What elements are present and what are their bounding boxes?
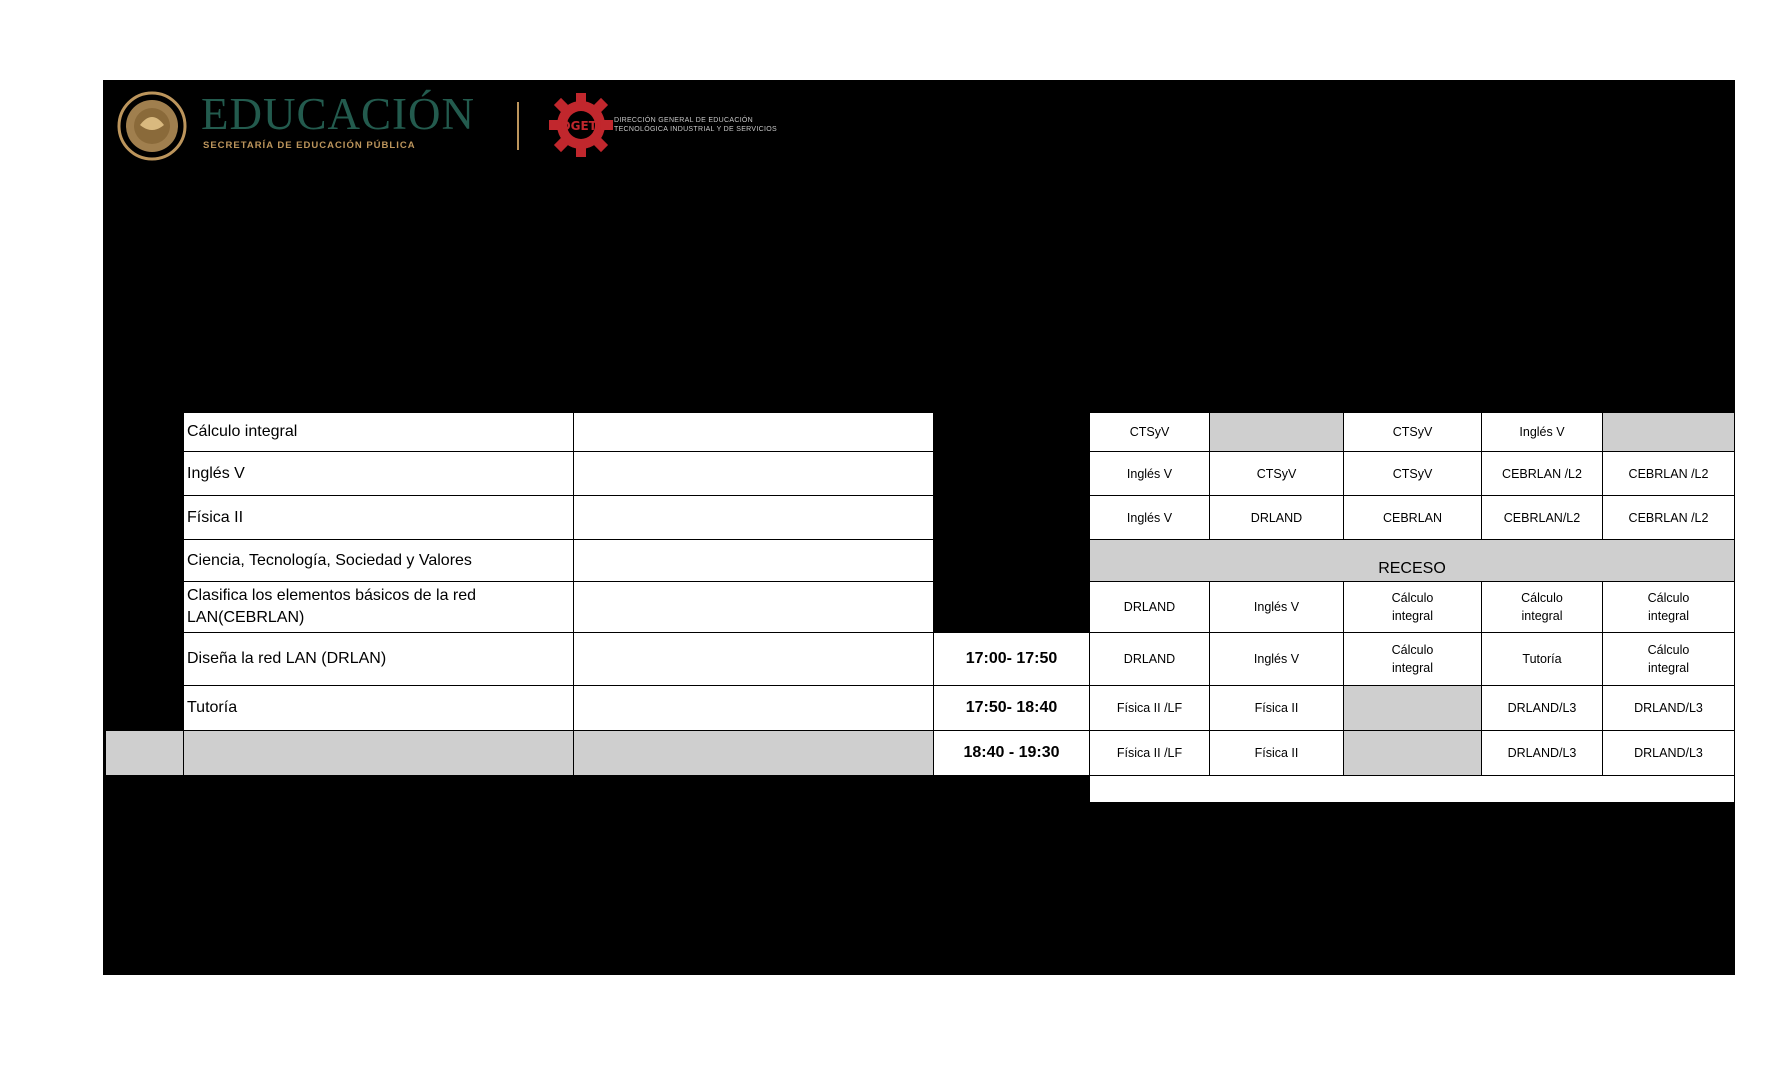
empty-grey-cell	[183, 730, 574, 776]
schedule-cell	[1343, 730, 1482, 776]
time-slot-cell: 18:40 - 19:30	[933, 730, 1090, 776]
schedule-cell: CEBRLAN /L2	[1602, 495, 1735, 540]
schedule-cell: Cálculo integral	[1602, 581, 1735, 633]
header-logos	[103, 80, 903, 170]
dgeti-text	[614, 116, 777, 134]
time-slot-cell: 17:00- 17:50	[933, 632, 1090, 686]
header-divider	[517, 102, 519, 150]
empty-grey-cell	[573, 730, 934, 776]
schedule-cell: Física II /LF	[1089, 685, 1210, 731]
schedule-cell: DRLAND/L3	[1481, 685, 1603, 731]
subject-teacher-cell	[573, 451, 934, 496]
schedule-cell: CTSyV	[1343, 451, 1482, 496]
dgeti-line-2: TECNOLÓGICA INDUSTRIAL Y DE SERVICIOS	[614, 126, 777, 133]
schedule-cell: Física II /LF	[1089, 730, 1210, 776]
subject-name-cell: Cálculo integral	[183, 412, 574, 452]
schedule-cell: Inglés V	[1209, 581, 1344, 633]
schedule-cell: Cálculo integral	[1602, 632, 1735, 686]
education-subtitle: SECRETARÍA DE EDUCACIÓN PÚBLICA	[203, 140, 416, 151]
schedule-cell: CEBRLAN /L2	[1481, 451, 1603, 496]
subject-teacher-cell	[573, 581, 934, 633]
schedule-cell: DRLAND	[1089, 581, 1210, 633]
schedule-cell: Inglés V	[1089, 495, 1210, 540]
schedule-cell: CTSyV	[1209, 451, 1344, 496]
schedule-sheet	[103, 80, 1735, 975]
subject-teacher-cell	[573, 412, 934, 452]
subject-teacher-cell	[573, 632, 934, 686]
schedule-cell: Cálculo integral	[1343, 581, 1482, 633]
empty-grey-cell	[105, 730, 184, 776]
schedule-cell: Inglés V	[1209, 632, 1344, 686]
schedule-cell: DRLAND/L3	[1481, 730, 1603, 776]
subject-name-cell: Física II	[183, 495, 574, 540]
schedule-cell: DRLAND	[1089, 632, 1210, 686]
schedule-cell	[1602, 412, 1735, 452]
subject-name-cell: Ciencia, Tecnología, Sociedad y Valores	[183, 539, 574, 582]
mexico-seal-logo	[112, 91, 192, 161]
schedule-cell: Inglés V	[1481, 412, 1603, 452]
subject-teacher-cell	[573, 539, 934, 582]
svg-text:DGETI: DGETI	[560, 119, 602, 133]
dgeti-gear-logo	[547, 91, 615, 159]
footer-strip	[1089, 775, 1735, 803]
schedule-cell: CTSyV	[1343, 412, 1482, 452]
schedule-cell: CEBRLAN/L2	[1481, 495, 1603, 540]
subject-name-cell: Inglés V	[183, 451, 574, 496]
subject-name-cell: Tutoría	[183, 685, 574, 731]
schedule-cell: CTSyV	[1089, 412, 1210, 452]
time-slot-cell: 17:50- 18:40	[933, 685, 1090, 731]
schedule-cell	[1209, 412, 1344, 452]
schedule-cell: Física II	[1209, 730, 1344, 776]
schedule-cell: CEBRLAN /L2	[1602, 451, 1735, 496]
schedule-cell: CEBRLAN	[1343, 495, 1482, 540]
schedule-cell: DRLAND/L3	[1602, 685, 1735, 731]
subject-teacher-cell	[573, 685, 934, 731]
schedule-cell: Cálculo integral	[1343, 632, 1482, 686]
schedule-cell: DRLAND/L3	[1602, 730, 1735, 776]
schedule-cell: Física II	[1209, 685, 1344, 731]
education-title: EDUCACIÓN	[201, 89, 475, 139]
subject-teacher-cell	[573, 495, 934, 540]
schedule-cell: Cálculo integral	[1481, 581, 1603, 633]
schedule-cell	[1343, 685, 1482, 731]
receso-band: RECESO	[1089, 539, 1735, 582]
dgeti-line-1: DIRECCIÓN GENERAL DE EDUCACIÓN	[614, 117, 754, 124]
schedule-cell: DRLAND	[1209, 495, 1344, 540]
subject-name-cell: Clasifica los elementos básicos de la red LAN(CEBRLAN)	[183, 581, 574, 633]
schedule-cell: Tutoría	[1481, 632, 1603, 686]
schedule-cell: Inglés V	[1089, 451, 1210, 496]
subject-name-cell: Diseña la red LAN (DRLAN)	[183, 632, 574, 686]
